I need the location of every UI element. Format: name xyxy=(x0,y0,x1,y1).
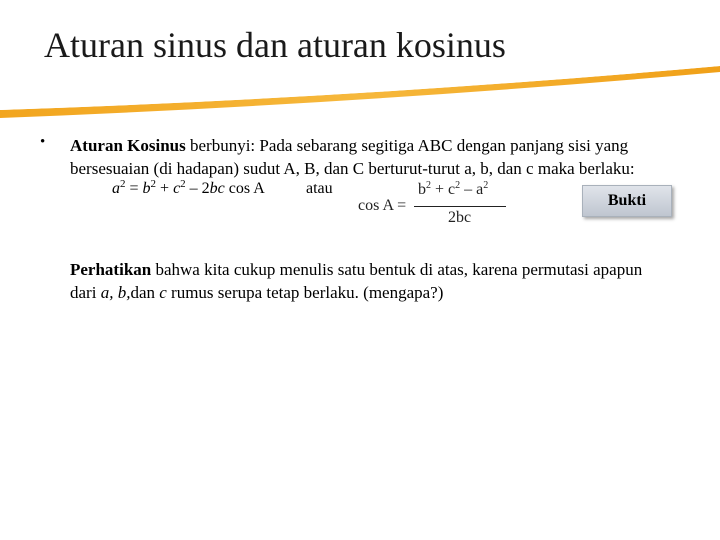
formula-cos-a xyxy=(356,178,516,230)
formula-cosine-rule: $a^2 = b^2 + c^2 - 2bc$ cos A xyxy=(112,178,265,197)
formula-lhs: cos A = xyxy=(358,197,407,214)
paragraph-line-3: Perhatikan bahwa kita cukup menulis satu bentuk di atas, karena permutasi apapun xyxy=(70,260,643,279)
fraction-bar xyxy=(414,206,506,207)
atau-label: atau xyxy=(306,180,333,197)
aturan-kosinus-bold: Aturan Kosinus xyxy=(70,136,186,155)
formula-denominator: 2bc xyxy=(448,209,472,226)
paragraph-line-1 xyxy=(70,134,628,157)
paragraph-line-4: dari a, b,dan c rumus serupa tetap berlaku. (mengapa?) xyxy=(70,283,444,302)
perhatikan-bold: Perhatikan xyxy=(70,260,152,279)
slide-title: Aturan sinus dan aturan kosinus xyxy=(44,25,506,65)
line1-text: berbunyi: Pada sebarang segitiga ABC dengan panjang sisi yang xyxy=(185,136,629,155)
formula-numerator: $b^2 + c^2 - a^2$ xyxy=(418,180,489,198)
bukti-button[interactable]: Bukti xyxy=(582,185,672,217)
bullet: • xyxy=(40,134,46,150)
paragraph-line-2: bersesuaian (di hadapan) sudut A, B, dan C berturut-turut a, b, dan c maka berlaku: xyxy=(70,159,635,178)
